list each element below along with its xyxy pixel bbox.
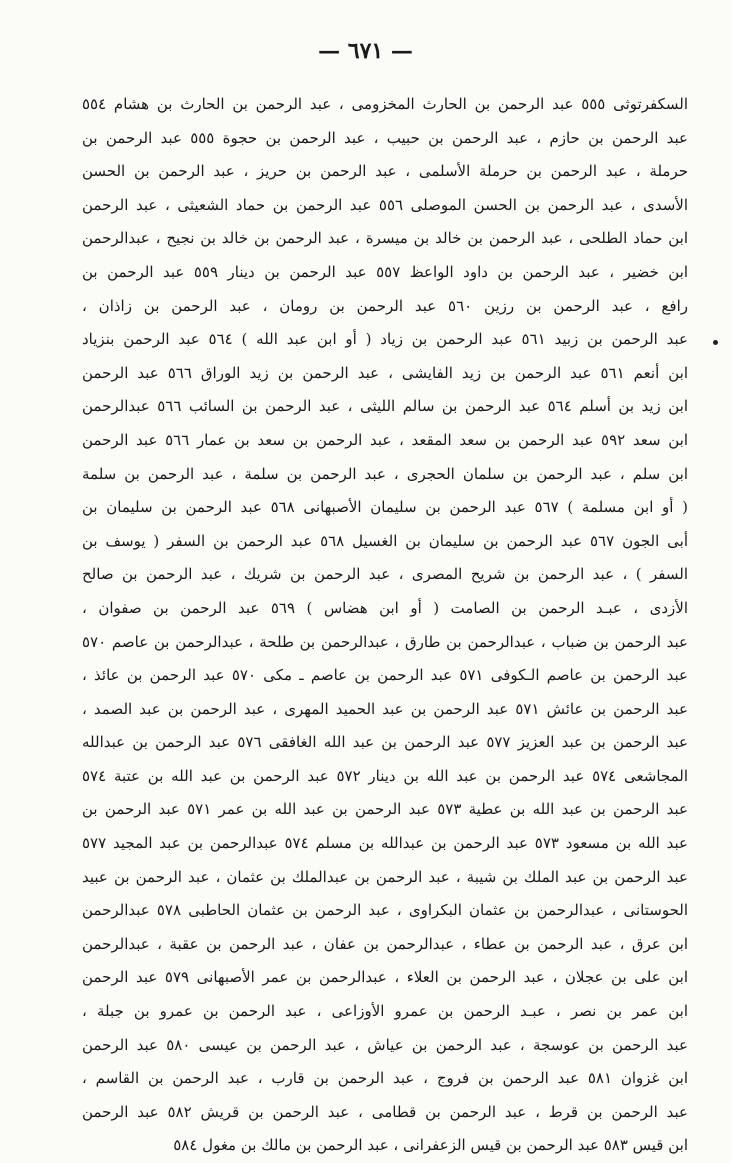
text-line: عبد الرحمن بن عوسجة ، عبد الرحمن بن عياش ، عبد الرحمن بن عيسى ٥٨٠ عبد الرحمن [82,1035,688,1054]
text-line: رافع ، عبد الرحمن بن رزين ٥٦٠ عبد الرحمن بن رومان ، عبد الرحمن بن زاذان ، [82,296,688,315]
text-line: عبد الرحمن بن عبد الملك بن شيبة ، عبد الرحمن بن عبدالملك بن عثمان ، عبد الرحمن بن عبيد [82,867,688,886]
text-line: ابن عرق ، عبد الرحمن بن عطاء ، عبدالرحمن بن عفان ، عبد الرحمن بن عقبة ، عبدالرحمن [82,934,688,953]
text-line: عبد الرحمن بن حازم ، عبد الرحمن بن حبيب ، عبد الرحمن بن حجوة ٥٥٥ عبد الرحمن بن [82,128,688,147]
text-line: عبد الرحمن بن عاصم الـكوفى ٥٧١ عبد الرحمن بن عاصم ـ مكى ٥٧٠ عبد الرحمن بن عائذ ، [82,666,688,685]
index-text-block [82,88,688,1163]
text-line: ( أو ابن مسلمة ) ٥٦٧ عبد الرحمن بن سليمان الأصبهانى ٥٦٨ عبد الرحمن بن سليمان بن [82,498,688,517]
text-line: السفر ) ، عبد الرحمن بن شريح المصرى ، عبد الرحمن بن شريك ، عبد الرحمن بن صالح [82,565,688,584]
text-line: الأسدى ، عبد الرحمن بن الحسن الموصلى ٥٥٦ عبد الرحمن بن حماد الشعيثى ، عبد الرحمن [82,195,688,214]
text-line: السكفرتوثى ٥٥٥ عبد الرحمن بن الحارث المخزومى ، عبد الرحمن بن الحارث بن هشام ٥٥٤ [82,95,688,113]
text-line: الأزدى ، عبـد الرحمن بن الصامت ( أو ابن هضاس ) ٥٦٩ عبد الرحمن بن صفوان ، [82,598,688,617]
page-number: — ٦٧١ — [318,38,413,64]
text-line: عبد الرحمن بن عائش ٥٧١ عبد الرحمن بن عبد الحميد المهرى ، عبد الرحمن بن عبد الصمد ، [82,699,688,718]
text-line: حرملة ، عبد الرحمن بن حرملة الأسلمى ، عبد الرحمن بن حريز ، عبد الرحمن بن الحسن [82,162,688,181]
text-line: عبد الرحمن بن زبيد ٥٦١ عبد الرحمن بن زياد ( أو ابن عبد الله ) ٥٦٤ عبد الرحمن بنزياد [82,330,688,349]
text-line: ابن غزوان ٥٨١ عبد الرحمن بن فروج ، عبد الرحمن بن قارب ، عبد الرحمن بن القاسم ، [82,1069,688,1088]
text-line: ابن خضير ، عبد الرحمن بن داود الواعظ ٥٥٧ عبد الرحمن بن دينار ٥٥٩ عبد الرحمن بن [82,262,688,281]
text-line: ابن سعد ٥٩٢ عبد الرحمن بن سعد المقعد ، عبد الرحمن بن سعد بن عمار ٥٦٦ عبد الرحمن [82,430,688,449]
text-line: الحوستانى ، عبدالرحمن بن عثمان البكراوى ، عبد الرحمن بن عثمان الحاطبى ٥٧٨ عبدالرحمن [82,901,688,920]
text-line: عبد الرحمن بن عبد الله بن عطية ٥٧٣ عبد الرحمن بن عبد الله بن عمر ٥٧١ عبد الرحمن بن [82,800,688,819]
text-line: عبد الرحمن بن ضباب ، عبدالرحمن بن طارق ، عبدالرحمن بن طلحة ، عبدالرحمن بن عاصم ٥٧٠ [82,632,688,651]
text-line: عبد الرحمن بن عبد العزيز ٥٧٧ عبد الرحمن بن عبد الله الغافقى ٥٧٦ عبد الرحمن بن عبدالله [82,733,688,752]
text-line: ابن على بن عجلان ، عبد الرحمن بن العلاء ، عبدالرحمن بن عمر الأصبهانى ٥٧٩ عبد الرحمن [82,968,688,987]
text-line: ابن عمر بن نصر ، عبـد الرحمن بن عمرو الأوزاعى ، عبد الرحمن بن عمرو بن جبلة ، [82,1002,688,1021]
text-line: ابن زيد بن أسلم ٥٦٤ عبد الرحمن بن سالم الليثى ، عبد الرحمن بن السائب ٥٦٦ عبدالرحمن [82,397,688,416]
text-line: أبى الجون ٥٦٧ عبد الرحمن بن سليمان بن الغسيل ٥٦٨ عبد الرحمن بن السفر ( يوسف بن [82,531,688,550]
text-line: عبد الرحمن بن قرط ، عبد الرحمن بن قطامى ، عبد الرحمن بن قريش ٥٨٢ عبد الرحمن [82,1102,688,1121]
text-line: عبد الله بن مسعود ٥٧٣ عبد الرحمن بن عبدالله بن مسلم ٥٧٤ عبدالرحمن بن عبد المجيد ٥٧٧ [82,834,688,853]
text-line: المجاشعى ٥٧٤ عبد الرحمن بن عبد الله بن دينار ٥٧٢ عبد الرحمن بن عبد الله بن عتبة ٥٧٤ [82,766,688,785]
text-line: ابن أنعم ٥٦١ عبد الرحمن بن زيد الفايشى ، عبد الرحمن بن زيد الوراق ٥٦٦ عبد الرحمن [82,363,688,382]
text-line: ابن سلم ، عبد الرحمن بن سلمان الحجرى ، عبد الرحمن بن سلمة ، عبد الرحمن بن سلمة [82,464,688,483]
text-line: ابن قيس ٥٨٣ عبد الرحمن بن قيس الزعفرانى ، عبد الرحمن بن مالك بن مغول ٥٨٤ [173,1136,688,1155]
margin-dot [713,340,718,345]
text-line: ابن حماد الطلحى ، عبد الرحمن بن خالد بن ميسرة ، عبد الرحمن بن خالد بن نجيح ، عبدالرحمن [82,229,688,248]
